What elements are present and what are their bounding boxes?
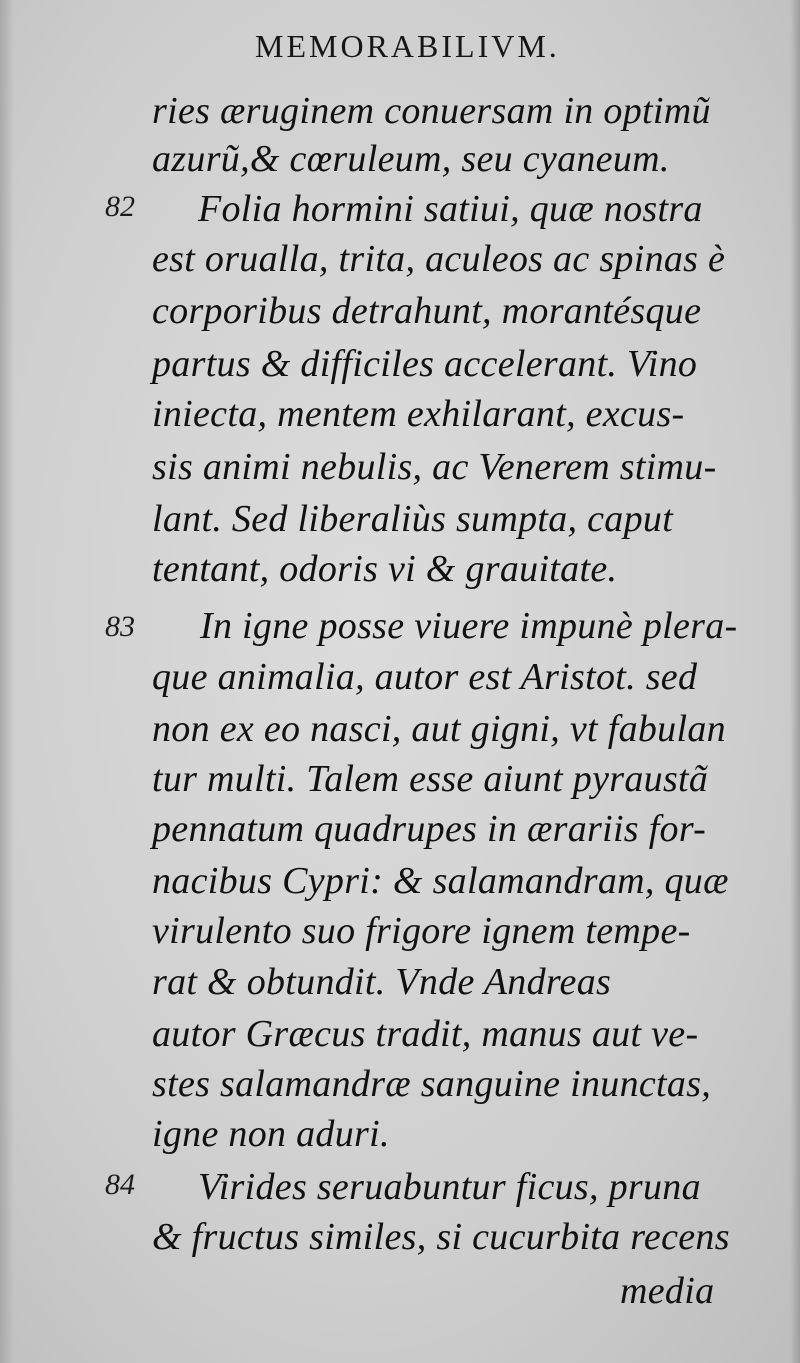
text-line: ries æruginem conuersam in optimũ — [152, 90, 711, 132]
text-line: corporibus detrahunt, morantésque — [152, 290, 702, 332]
text-line: lant. Sed liberaliùs sumpta, caput — [152, 498, 674, 540]
text-line: non ex eo nasci, aut gigni, vt fabulan — [152, 708, 726, 750]
paragraph-number: 83 — [105, 610, 135, 643]
text-line: partus & difficiles accelerant. Vino — [152, 343, 698, 385]
text-line: tentant, odoris vi & grauitate. — [152, 548, 618, 590]
text-line: autor Græcus tradit, manus aut ve- — [152, 1013, 699, 1055]
page-edge-right — [790, 0, 800, 1363]
paragraph-number: 82 — [105, 190, 135, 223]
text-line: sis animi nebulis, ac Venerem stimu- — [152, 446, 717, 488]
text-line: azurũ,& cœruleum, seu cyaneum. — [152, 138, 670, 180]
text-line: In igne posse viuere impunè plera- — [200, 605, 738, 647]
text-line: est orualla, trita, aculeos ac spinas è — [152, 238, 726, 280]
catchword: media — [620, 1270, 715, 1312]
text-line: pennatum quadrupes in ærariis for- — [152, 808, 707, 850]
text-line: stes salamandræ sanguine inunctas, — [152, 1063, 712, 1105]
text-line: rat & obtundit. Vnde Andreas — [152, 961, 612, 1003]
text-line: virulento suo frigore ignem tempe- — [152, 910, 691, 952]
text-line: igne non aduri. — [152, 1113, 390, 1155]
text-line: iniecta, mentem exhilarant, excus- — [152, 393, 685, 435]
text-line: & fructus similes, si cucurbita recens — [152, 1216, 730, 1258]
text-line: tur multi. Talem esse aiunt pyraustã — [152, 758, 709, 800]
text-line: Virides seruabuntur ficus, pruna — [198, 1166, 701, 1208]
page-edge-left — [0, 0, 14, 1363]
running-header: MEMORABILIVM. — [255, 28, 560, 64]
text-line: nacibus Cypri: & salamandram, quæ — [152, 860, 729, 902]
paragraph-number: 84 — [105, 1168, 135, 1201]
text-line: que animalia, autor est Aristot. sed — [152, 656, 698, 698]
text-line: Folia hormini satiui, quæ nostra — [198, 188, 703, 230]
